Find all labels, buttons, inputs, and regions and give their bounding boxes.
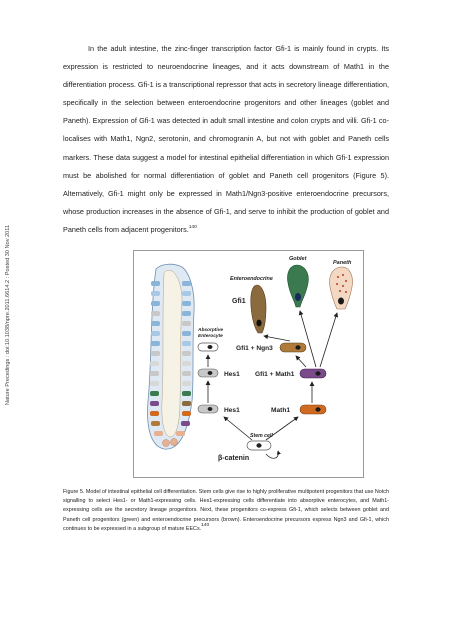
label-enteroendocrine: Enteroendocrine [230, 276, 273, 282]
self-renewal-arrow [266, 451, 278, 458]
label-hes1-lower: Hes1 [224, 407, 240, 414]
gfi1-ngn3-cell [280, 343, 306, 352]
label-stem-cell: Stem cell [250, 433, 273, 439]
enteroendocrine-cell [251, 285, 266, 333]
caption-paragraph [63, 488, 389, 534]
goblet-cell [287, 265, 308, 307]
label-gfi1: Gfi1 [232, 298, 246, 305]
paneth-cell [330, 267, 353, 309]
label-gfi1-ngn3: Gfi1 + Ngn3 [236, 345, 273, 352]
villus-crypt-epithelium [148, 264, 195, 449]
gfi1-math1-cell [300, 369, 326, 378]
figure-5 [133, 250, 364, 478]
caption-text: Figure 5. Model of intestinal epithelial cell differentiation. Stem cells give rise to highly proliferative multipotent progenitors that use Notch signalling to select Hes1- or Math1-expressing cells. Hes1-expressing cells differentiate into absorptive enterocytes, and Math1-expressing cells are the secretory lineage progenitors. Next, these progenitors co-express Gfi-1, which selects between goblet and Paneth cell progenitors (green) and enteroendocrine precursors (brown). Enteroendocrine precursors express Ngn3 and Gfi-1, which continues to be expressed in a subgroup of mature EECs. [63, 489, 389, 532]
hes1-lower-cell [198, 405, 218, 413]
label-beta-catenin: β-catenin [218, 455, 250, 462]
hes1-upper-cell [198, 369, 218, 377]
differentiation-diagram [134, 251, 363, 477]
label-hes1-upper: Hes1 [224, 371, 240, 378]
label-paneth: Paneth [333, 260, 352, 266]
sidebar-doi-note [1, 150, 15, 480]
math1-cell [300, 405, 326, 414]
main-paragraph-text: In the adult intestine, the zinc-finger transcription factor Gfi-1 is mainly found in crypts. Its expression is restricted to neuroendocrine lineages, and it acts downstream of Math1 in the differentiation process. Gfi-1 is a transcriptional repressor that acts in secretory lineage differentiation, specifically in the selection between enteroendocrine progenitors and other lineages (goblet and Paneth). Expression of Gfi-1 was detected in adult small intestine and colon crypts and villi. Gfi-1 co-localises with Math1, Ngn2, serotonin, and chromogranin A, but not with goblet and Paneth cells markers. These data suggest a model for intestinal epithelial differentiation in which Gfi-1 expression must be abolished for normal differentiation of goblet and Paneth cell progenitors (Figure 5). Alternatively, Gfi-1 might only be expressed in Math1/Ngn3-positive enteroendocrine precursors, whose production increases in the absence of Gfi-1, and serve to inhibit the production of goblet and Paneth cells from adjacent progenitors. [63, 44, 389, 234]
label-math1: Math1 [271, 407, 291, 414]
figure-caption [63, 488, 389, 534]
label-gfi1-math1: Gfi1 + Math1 [255, 371, 295, 378]
stem-cell [247, 441, 271, 450]
label-goblet: Goblet [289, 256, 307, 262]
main-paragraph-block [63, 40, 389, 239]
citation-ref-140: 140 [188, 224, 197, 230]
main-paragraph [63, 40, 389, 239]
label-absorptive: Absorptive [198, 328, 224, 333]
sidebar-doi-text: Nature Precedings : doi:10.1038/npre.2011.6614.2 : Posted 30 Nov 2011 [5, 224, 11, 406]
absorptive-enterocyte-cell [198, 343, 218, 351]
caption-citation-ref: 140 [201, 522, 210, 528]
label-enterocyte: Enterocyte [198, 334, 223, 339]
